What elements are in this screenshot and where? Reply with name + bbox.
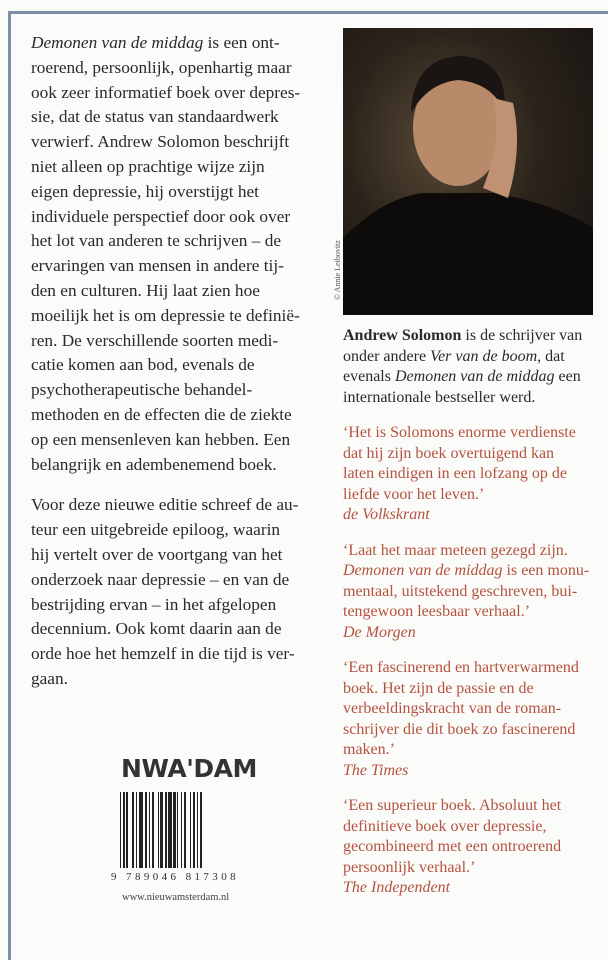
blurb-line: gaan.: [31, 668, 68, 688]
photo-credit: © Annie Leibovitz: [333, 240, 342, 300]
blurb-line: moeilijk het is om depressie te definië-: [31, 305, 300, 325]
blurb-line: den en culturen. Hij laat zien hoe: [31, 280, 260, 300]
blurb-line: roerend, persoonlijk, openhartig maar: [31, 57, 292, 77]
quote-source: The Independent: [343, 879, 451, 896]
section-gap: [343, 408, 589, 423]
blurb-line: hij vertelt over de voortgang van het: [31, 544, 283, 564]
blurb-line: Demonen van de middag is een ont-: [31, 33, 280, 52]
author-bio: Andrew Solomon is de schrijver van onder andere Ver van de boom, dat evenals Demonen van de middag een internationale bestseller werd.: [343, 327, 583, 406]
blurb-line: orde hoe het hemzelf in die tijd is ver-: [31, 644, 295, 664]
section-gap: [343, 643, 589, 658]
blurb-line: onderzoek naar depressie – en van de: [31, 569, 290, 589]
isbn-barcode: [120, 792, 230, 868]
blurb-line: catie komen aan bod, evenals de: [31, 355, 255, 375]
blurb-line: bestrijding ervan – in het afgelopen: [31, 594, 277, 614]
blurb-line: belangrijk en adembenemend boek.: [31, 454, 277, 474]
blurb-column: [31, 31, 300, 692]
blurb-line: verwierf. Andrew Solomon beschrijft: [31, 132, 290, 152]
section-gap: [343, 526, 589, 541]
blurb-line: eigen depressie, hij overstijgt het: [31, 181, 259, 201]
blurb-line: decennium. Ook komt daarin aan de: [31, 619, 282, 639]
blurb-line: niet alleen op prachtige wijze zijn: [31, 156, 265, 176]
blurb-line: methoden en de effecten die de ziekte: [31, 404, 292, 424]
quote-source: The Times: [343, 761, 409, 779]
section-gap: [343, 781, 589, 796]
paragraph-gap: [31, 477, 300, 493]
blurb-line: Voor deze nieuwe editie schreef de au-: [31, 495, 299, 515]
cover-frame-left: [8, 11, 11, 960]
barcode-bar: [200, 792, 201, 868]
quote-source: De Morgen: [343, 623, 416, 641]
blurb-line: teur een uitgebreide epiloog, waarin: [31, 520, 281, 540]
blurb-line: ervaringen van mensen in andere tij-: [31, 256, 284, 276]
blurb-line: sie, dat de status van standaardwerk: [31, 107, 279, 127]
quote-the-times: ‘Een fascinerend en hartverwarmend boek. Het zijn de passie en de verbeeldingskracht van de roman- schrijver die dit boek zo fascinerend maken.’ The Times: [343, 658, 589, 781]
right-column: [343, 326, 589, 899]
cover-frame-top: [8, 11, 608, 14]
blurb-line: individuele perspectief door ook over: [31, 206, 291, 226]
blurb-line: ook zeer informatief boek over depres-: [31, 82, 301, 102]
blurb-line: psychotherapeutische behandel-: [31, 380, 253, 400]
blurb-line: op een mensenleven kan hebben. Een: [31, 429, 291, 449]
blurb-line: het lot van anderen te schrijven – de: [31, 231, 282, 251]
blurb-line: ren. De verschillende soorten medi-: [31, 330, 279, 350]
author-photo: [343, 28, 593, 315]
quote-de-morgen: ‘Laat het maar meteen gezegd zijn. Demonen van de middag is een monu- mentaal, uitstekend geschreven, bui- tengewoon leesbaar verhaal.’ De Morgen: [343, 541, 589, 644]
publisher-url[interactable]: www.nieuwamsterdam.nl: [122, 892, 230, 903]
quote-independent: ‘Een superieur boek. Absoluut het definitieve boek over depressie, gecombineerd met een ontroerend persoonlijk verhaal.’ The Independent: [343, 796, 589, 899]
quote-volkskrant: ‘Het is Solomons enorme verdienste dat hij zijn boek overtuigend kan laten eindigen in een lofzang op de liefde voor het leven.’ de Volkskrant: [343, 423, 589, 526]
publisher-logo: NWA'DAM: [121, 754, 257, 783]
isbn-digits: 9 789046 817308: [111, 871, 239, 883]
quote-source: de Volkskrant: [343, 506, 430, 523]
